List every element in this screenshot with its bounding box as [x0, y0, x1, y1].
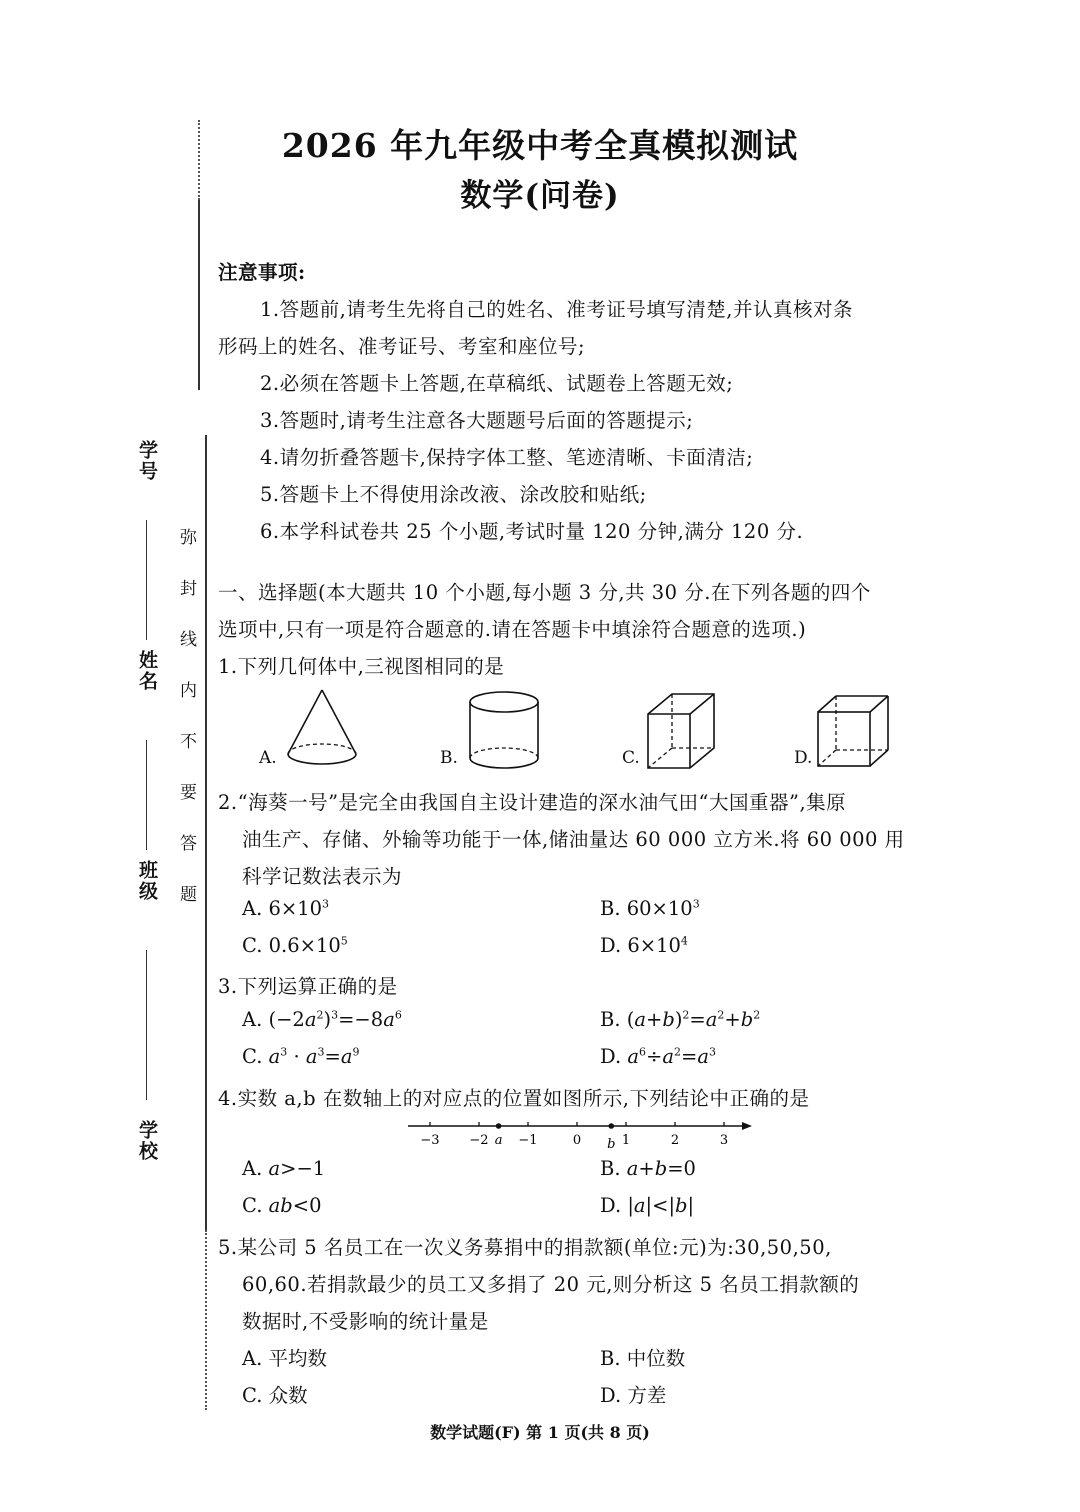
q5-option-b: B. 中位数: [600, 1347, 686, 1370]
q5-line2: 60,60.若捐款最少的员工又多捐了 20 元,则分析这 5 名员工捐款额的: [242, 1273, 860, 1296]
number-line-tick-label: −2: [469, 1133, 489, 1148]
q2-option-d: D. $6\times 10^4$: [600, 934, 688, 957]
point-a-dot: [496, 1123, 502, 1129]
q4-option-b: B. a+b=0: [600, 1157, 696, 1180]
binding-dots-bottom: [205, 1230, 207, 1410]
q1-option-c: C.: [622, 748, 640, 768]
section1-line2: 选项中,只有一项是符合题意的.请在答题卡中填涂符合题意的选项.): [218, 618, 807, 641]
note-4: 4.请勿折叠答题卡,保持字体工整、笔迹清晰、卡面清洁;: [260, 446, 754, 469]
q5-option-c: C. 众数: [242, 1384, 308, 1407]
seal-line-text: 弥封线内不要答题: [176, 528, 196, 936]
q4-option-c: C. ab<0: [242, 1194, 322, 1217]
number-line-tick-label: 2: [670, 1133, 680, 1148]
exam-subtitle: 数学(问卷): [460, 178, 620, 214]
xingming-label: 姓名: [136, 650, 158, 692]
note-2: 2.必须在答题卡上答题,在草稿纸、试题卷上答题无效;: [260, 372, 734, 395]
q2-line1: 2.“海葵一号”是完全由我国自主设计建造的深水油气田“大国重器”,集原: [218, 791, 847, 814]
q4-stem: 4.实数 a,b 在数轴上的对应点的位置如图所示,下列结论中正确的是: [218, 1087, 810, 1110]
cube-figure: [816, 694, 890, 770]
xuehao-label: 学号: [136, 440, 158, 482]
banji-blank: [146, 950, 147, 1100]
q3-option-d: D. $a^6\div a^2=a^3$: [600, 1045, 716, 1068]
point-b-dot: [609, 1123, 615, 1129]
number-line: [400, 1116, 760, 1152]
q2-line3: 科学记数法表示为: [242, 865, 403, 888]
binding-line-top: [198, 200, 200, 390]
note-1a: 1.答题前,请考生先将自己的姓名、准考证号填写清楚,并认真核对条: [260, 298, 854, 321]
q5-line3: 数据时,不受影响的统计量是: [242, 1310, 489, 1333]
q1-option-a: A.: [259, 748, 277, 768]
xuehao-blank: [146, 520, 147, 640]
number-line-tick-label: −3: [420, 1133, 440, 1148]
cylinder-figure: [466, 690, 542, 772]
exam-title: 2026 年九年级中考全真模拟测试: [281, 126, 799, 165]
binding-line-bottom: [205, 435, 207, 1230]
q3-option-a: A. $(-2a^2)^3=-8a^6$: [242, 1008, 402, 1031]
number-line-tick-label: −1: [518, 1133, 538, 1148]
q3-option-b: B. $(a+b)^2=a^2+b^2$: [600, 1008, 761, 1031]
q5-option-d: D. 方差: [600, 1384, 667, 1407]
q2-line2: 油生产、存储、外输等功能于一体,储油量达 60 000 立方米.将 60 000 用: [242, 828, 905, 851]
notes-heading: 注意事项:: [218, 261, 306, 284]
q1-stem: 1.下列几何体中,三视图相同的是: [218, 655, 505, 678]
q3-option-c: C. $a^3 \cdot a^3=a^9$: [242, 1045, 360, 1068]
note-5: 5.答题卡上不得使用涂改液、涂改胶和贴纸;: [260, 483, 647, 506]
section1-line1: 一、选择题(本大题共 10 个小题,每小题 3 分,共 30 分.在下列各题的四个: [218, 581, 871, 604]
cone-figure: [282, 688, 362, 772]
q3-stem: 3.下列运算正确的是: [218, 975, 398, 998]
point-b-label: b: [607, 1137, 616, 1152]
note-3: 3.答题时,请考生注意各大题题号后面的答题提示;: [260, 409, 694, 432]
q5-line1: 5.某公司 5 名员工在一次义务募捐中的捐款额(单位:元)为:30,50,50,: [218, 1236, 832, 1259]
number-line-tick-label: 1: [621, 1133, 631, 1148]
q4-option-a: A. a>−1: [242, 1157, 326, 1180]
note-1b: 形码上的姓名、准考证号、考室和座位号;: [218, 335, 586, 358]
q2-option-a: A. $6\times 10^3$: [242, 897, 330, 920]
page-footer: 数学试题(F) 第 1 页(共 8 页): [430, 1423, 650, 1442]
q2-option-b: B. $60\times 10^3$: [600, 897, 700, 920]
xingming-blank: [146, 740, 147, 850]
triangular-prism-figure: [644, 690, 720, 772]
banji-label: 班级: [136, 860, 158, 902]
number-line-tick-label: 3: [719, 1133, 729, 1148]
point-a-label: a: [494, 1133, 503, 1148]
note-6: 6.本学科试卷共 25 个小题,考试时量 120 分钟,满分 120 分.: [260, 520, 804, 543]
q2-option-c: C. $0.6\times 10^5$: [242, 934, 348, 957]
xuexiao-label: 学校: [136, 1120, 158, 1162]
number-line-tick-label: 0: [572, 1133, 582, 1148]
q4-option-d: D. |a|<|b|: [600, 1194, 695, 1217]
q1-option-d: D.: [794, 748, 813, 768]
q1-option-b: B.: [440, 748, 458, 768]
q5-option-a: A. 平均数: [242, 1347, 327, 1370]
